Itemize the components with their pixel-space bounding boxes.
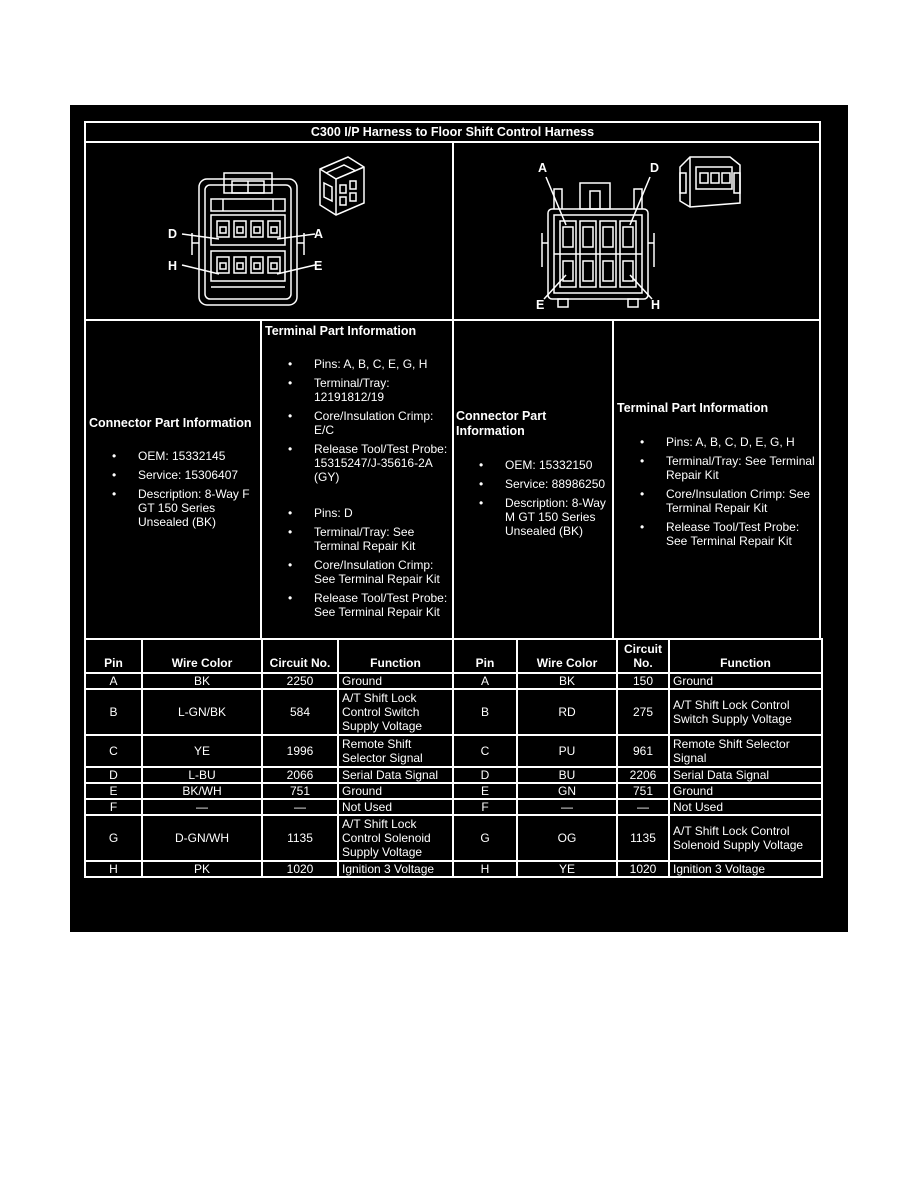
table-cell: E	[85, 783, 142, 799]
table-cell: F	[85, 799, 142, 815]
right-connector-image-cell	[452, 141, 821, 321]
table-cell: —	[142, 799, 262, 815]
right-connector-info-heading: Connector Part Information	[456, 409, 547, 438]
callout-e: E	[314, 259, 323, 273]
list-item: • Service: 15306407	[89, 468, 261, 482]
table-cell: B	[453, 689, 517, 735]
table-cell: 584	[262, 689, 338, 735]
title-bar	[84, 121, 821, 143]
table-cell: D-GN/WH	[142, 815, 262, 861]
list-item: • OEM: 15332145	[89, 449, 261, 463]
table-cell: B	[85, 689, 142, 735]
list-item: • Release Tool/Test Probe: See Terminal Repair Kit	[265, 591, 453, 619]
table-cell: 751	[262, 783, 338, 799]
column-header: Function	[669, 639, 822, 673]
callout-a-male: A	[538, 161, 548, 175]
table-cell: PU	[517, 735, 617, 767]
table-cell: C	[453, 735, 517, 767]
table-cell: 150	[617, 673, 669, 689]
table-cell: GN	[517, 783, 617, 799]
table-cell: Not Used	[338, 799, 453, 815]
left-connector-info	[89, 416, 261, 534]
table-cell: 1135	[617, 815, 669, 861]
table-cell: Serial Data Signal	[669, 767, 822, 783]
table-row	[85, 815, 822, 861]
column-header: Pin	[85, 639, 142, 673]
table-cell: 275	[617, 689, 669, 735]
table-cell: 751	[617, 783, 669, 799]
table-cell: Ground	[338, 783, 453, 799]
list-item: • Pins: A, B, C, D, E, G, H	[617, 435, 820, 449]
list-item: • Description: 8-Way M GT 150 Series Unsealed (BK)	[456, 496, 612, 538]
table-cell: Remote Shift Selector Signal	[338, 735, 453, 767]
table-cell: Ignition 3 Voltage	[338, 861, 453, 877]
left-connector-info-cell	[84, 319, 262, 640]
table-row	[85, 767, 822, 783]
pinout-table	[84, 638, 823, 878]
table-cell: A/T Shift Lock Control Solenoid Supply Voltage	[338, 815, 453, 861]
callout-d-male: D	[650, 161, 660, 175]
right-terminal-info	[617, 401, 820, 553]
table-row	[85, 689, 822, 735]
list-item: • Core/Insulation Crimp: E/C	[265, 409, 453, 437]
list-item: • Terminal/Tray: 12191812/19	[265, 376, 453, 404]
left-terminal-info-cell	[260, 319, 454, 640]
callout-e-male: E	[536, 298, 545, 312]
table-cell: PK	[142, 861, 262, 877]
female-connector-diagram	[86, 143, 452, 319]
table-cell: Ignition 3 Voltage	[669, 861, 822, 877]
table-cell: YE	[517, 861, 617, 877]
table-cell: G	[85, 815, 142, 861]
callout-h-male: H	[651, 298, 661, 312]
table-cell: —	[617, 799, 669, 815]
table-cell: L-GN/BK	[142, 689, 262, 735]
list-item: • OEM: 15332150	[456, 458, 612, 472]
list-item: • Service: 88986250	[456, 477, 612, 491]
table-cell: RD	[517, 689, 617, 735]
left-connector-info-heading: Connector Part Information	[89, 416, 252, 430]
document-title: C300 I/P Harness to Floor Shift Control Harness	[310, 125, 595, 139]
table-cell: OG	[517, 815, 617, 861]
table-cell: YE	[142, 735, 262, 767]
table-cell: Remote Shift Selector Signal	[669, 735, 822, 767]
column-header: Circuit No.	[617, 639, 669, 673]
table-row	[85, 799, 822, 815]
left-connector-image-cell	[84, 141, 454, 321]
table-cell: BK	[517, 673, 617, 689]
right-terminal-info-heading: Terminal Part Information	[617, 401, 769, 415]
table-cell: Serial Data Signal	[338, 767, 453, 783]
table-cell: 1996	[262, 735, 338, 767]
table-cell: H	[453, 861, 517, 877]
table-cell: A	[453, 673, 517, 689]
right-terminal-info-cell	[612, 319, 821, 640]
table-cell: G	[453, 815, 517, 861]
column-header: Wire Color	[142, 639, 262, 673]
table-cell: 2066	[262, 767, 338, 783]
list-item: • Core/Insulation Crimp: See Terminal Repair Kit	[617, 487, 820, 515]
callout-h: H	[168, 259, 178, 273]
left-terminal-info	[265, 324, 453, 624]
table-cell: BK/WH	[142, 783, 262, 799]
table-cell: C	[85, 735, 142, 767]
table-cell: A/T Shift Lock Control Solenoid Supply Voltage	[669, 815, 822, 861]
table-cell: Ground	[669, 783, 822, 799]
table-cell: 1020	[617, 861, 669, 877]
table-cell: Ground	[338, 673, 453, 689]
table-header-row	[85, 639, 822, 673]
table-cell: L-BU	[142, 767, 262, 783]
table-cell: —	[517, 799, 617, 815]
list-item: • Core/Insulation Crimp: See Terminal Repair Kit	[265, 558, 453, 586]
list-item: • Pins: A, B, C, E, G, H	[265, 357, 453, 371]
male-connector-diagram	[454, 143, 819, 319]
table-cell: 2250	[262, 673, 338, 689]
list-item: • Terminal/Tray: See Terminal Repair Kit	[265, 525, 453, 553]
callout-d: D	[168, 227, 178, 241]
table-cell: 961	[617, 735, 669, 767]
table-cell: A	[85, 673, 142, 689]
callout-a: A	[314, 227, 324, 241]
table-cell: E	[453, 783, 517, 799]
left-terminal-info-heading: Terminal Part Information	[265, 324, 417, 338]
table-cell: A/T Shift Lock Control Switch Supply Voltage	[338, 689, 453, 735]
table-cell: 1020	[262, 861, 338, 877]
right-connector-info-cell	[452, 319, 614, 640]
table-cell: H	[85, 861, 142, 877]
table-cell: D	[85, 767, 142, 783]
list-item: • Pins: D	[265, 506, 453, 520]
table-cell: 1135	[262, 815, 338, 861]
table-cell: BU	[517, 767, 617, 783]
table-cell: D	[453, 767, 517, 783]
connector-document	[70, 105, 848, 932]
list-item: • Release Tool/Test Probe: See Terminal Repair Kit	[617, 520, 820, 548]
table-cell: F	[453, 799, 517, 815]
column-header: Pin	[453, 639, 517, 673]
table-cell: Not Used	[669, 799, 822, 815]
table-row	[85, 783, 822, 799]
list-item: • Terminal/Tray: See Terminal Repair Kit	[617, 454, 820, 482]
table-cell: 2206	[617, 767, 669, 783]
table-row	[85, 673, 822, 689]
column-header: Circuit No.	[262, 639, 338, 673]
table-row	[85, 735, 822, 767]
column-header: Wire Color	[517, 639, 617, 673]
list-item: • Description: 8-Way F GT 150 Series Unsealed (BK)	[89, 487, 261, 529]
table-row	[85, 861, 822, 877]
table-cell: A/T Shift Lock Control Switch Supply Voltage	[669, 689, 822, 735]
table-cell: Ground	[669, 673, 822, 689]
list-item: • Release Tool/Test Probe: 15315247/J-35616-2A (GY)	[265, 442, 453, 484]
table-cell: BK	[142, 673, 262, 689]
table-cell: —	[262, 799, 338, 815]
column-header: Function	[338, 639, 453, 673]
right-connector-info	[456, 409, 612, 543]
